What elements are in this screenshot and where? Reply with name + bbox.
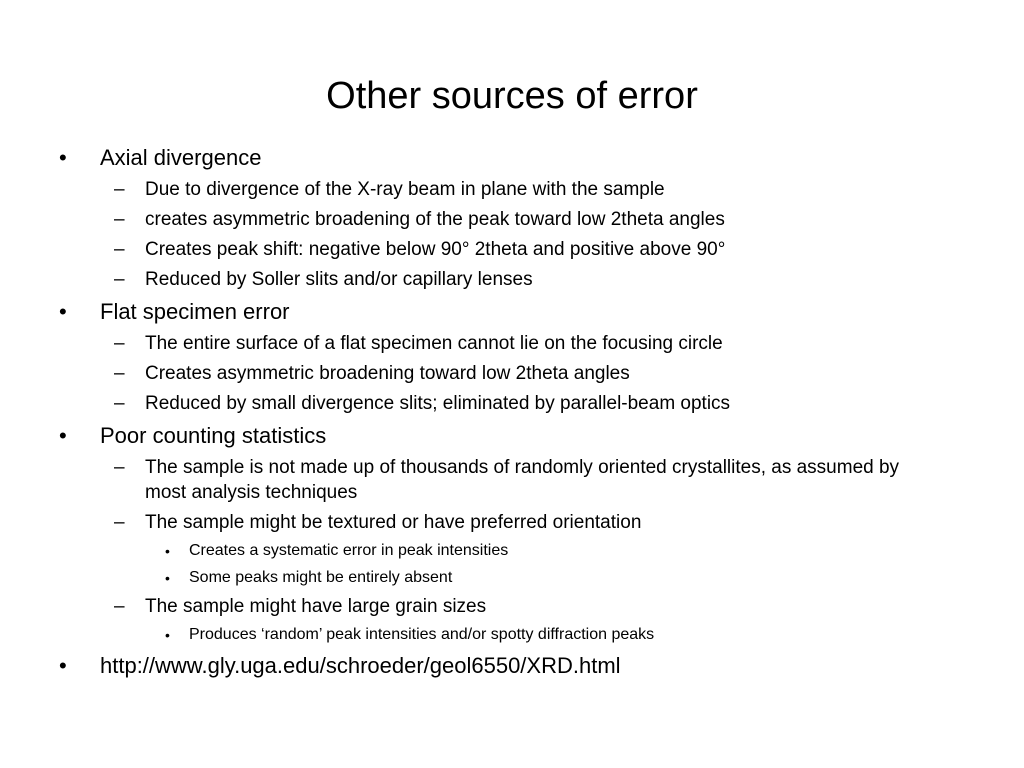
- bullet-text: Flat specimen error: [100, 299, 290, 324]
- slide-title: Other sources of error: [326, 75, 698, 117]
- dash-marker: –: [114, 512, 125, 533]
- bullet-item-flat-specimen-error: [0, 297, 1024, 326]
- dash-marker: –: [114, 209, 125, 230]
- sub-bullet-text: Reduced by Soller slits and/or capillary lenses: [145, 269, 533, 290]
- sub-bullet-item: [0, 267, 935, 292]
- bullet-marker: •: [165, 543, 170, 559]
- bullet-item-axial-divergence: [0, 143, 1024, 172]
- sub-bullet-item: [0, 455, 935, 505]
- bullet-text: Axial divergence: [100, 145, 262, 170]
- sub-bullet-text: Creates peak shift: negative below 90° 2theta and positive above 90°: [145, 239, 726, 260]
- sub-bullet-item: [0, 177, 935, 202]
- reference-url: http://www.gly.uga.edu/schroeder/geol6550/XRD.html: [100, 653, 621, 678]
- bullet-list: [0, 140, 1024, 680]
- sub-bullet-item: [0, 237, 935, 262]
- bullet-marker: •: [59, 653, 67, 678]
- sub-bullet-text: The entire surface of a flat specimen cannot lie on the focusing circle: [145, 333, 723, 354]
- sub-sub-bullet-text: Some peaks might be entirely absent: [189, 569, 453, 586]
- bullet-text: Poor counting statistics: [100, 423, 327, 448]
- sub-bullet-text: The sample might have large grain sizes: [145, 596, 487, 617]
- sub-bullet-text: Creates asymmetric broadening toward low 2theta angles: [145, 363, 630, 384]
- sub-bullet-item: [0, 361, 935, 386]
- sub-bullet-text: Reduced by small divergence slits; eliminated by parallel-beam optics: [145, 393, 731, 414]
- dash-marker: –: [114, 457, 125, 478]
- dash-marker: –: [114, 596, 125, 617]
- dash-marker: –: [114, 333, 125, 354]
- sub-bullet-item: [0, 510, 935, 535]
- dash-marker: –: [114, 269, 125, 290]
- sub-sub-bullet-item: [0, 540, 1024, 562]
- bullet-marker: •: [165, 570, 170, 586]
- sub-bullet-item: [0, 594, 935, 619]
- sub-sub-bullet-item: [0, 624, 1024, 646]
- sub-sub-bullet-item: [0, 567, 1024, 589]
- bullet-marker: •: [59, 423, 67, 448]
- dash-marker: –: [114, 179, 125, 200]
- bullet-marker: •: [165, 627, 170, 643]
- sub-sub-bullet-text: Creates a systematic error in peak intensities: [189, 542, 509, 559]
- dash-marker: –: [114, 239, 125, 260]
- bullet-marker: •: [59, 299, 67, 324]
- bullet-item-poor-counting-statistics: [0, 421, 1024, 450]
- sub-bullet-text: The sample is not made up of thousands of randomly oriented crystallites, as assumed by most analysis techniques: [145, 457, 900, 503]
- sub-bullet-text: creates asymmetric broadening of the peak toward low 2theta angles: [145, 209, 725, 230]
- dash-marker: –: [114, 363, 125, 384]
- bullet-item-url: [0, 651, 1024, 680]
- sub-sub-bullet-text: Produces ‘random’ peak intensities and/or spotty diffraction peaks: [189, 626, 655, 643]
- sub-bullet-text: Due to divergence of the X-ray beam in plane with the sample: [145, 179, 665, 200]
- sub-bullet-text: The sample might be textured or have preferred orientation: [145, 512, 642, 533]
- dash-marker: –: [114, 393, 125, 414]
- sub-bullet-item: [0, 391, 935, 416]
- sub-bullet-item: [0, 207, 935, 232]
- sub-bullet-item: [0, 331, 935, 356]
- bullet-marker: •: [59, 145, 67, 170]
